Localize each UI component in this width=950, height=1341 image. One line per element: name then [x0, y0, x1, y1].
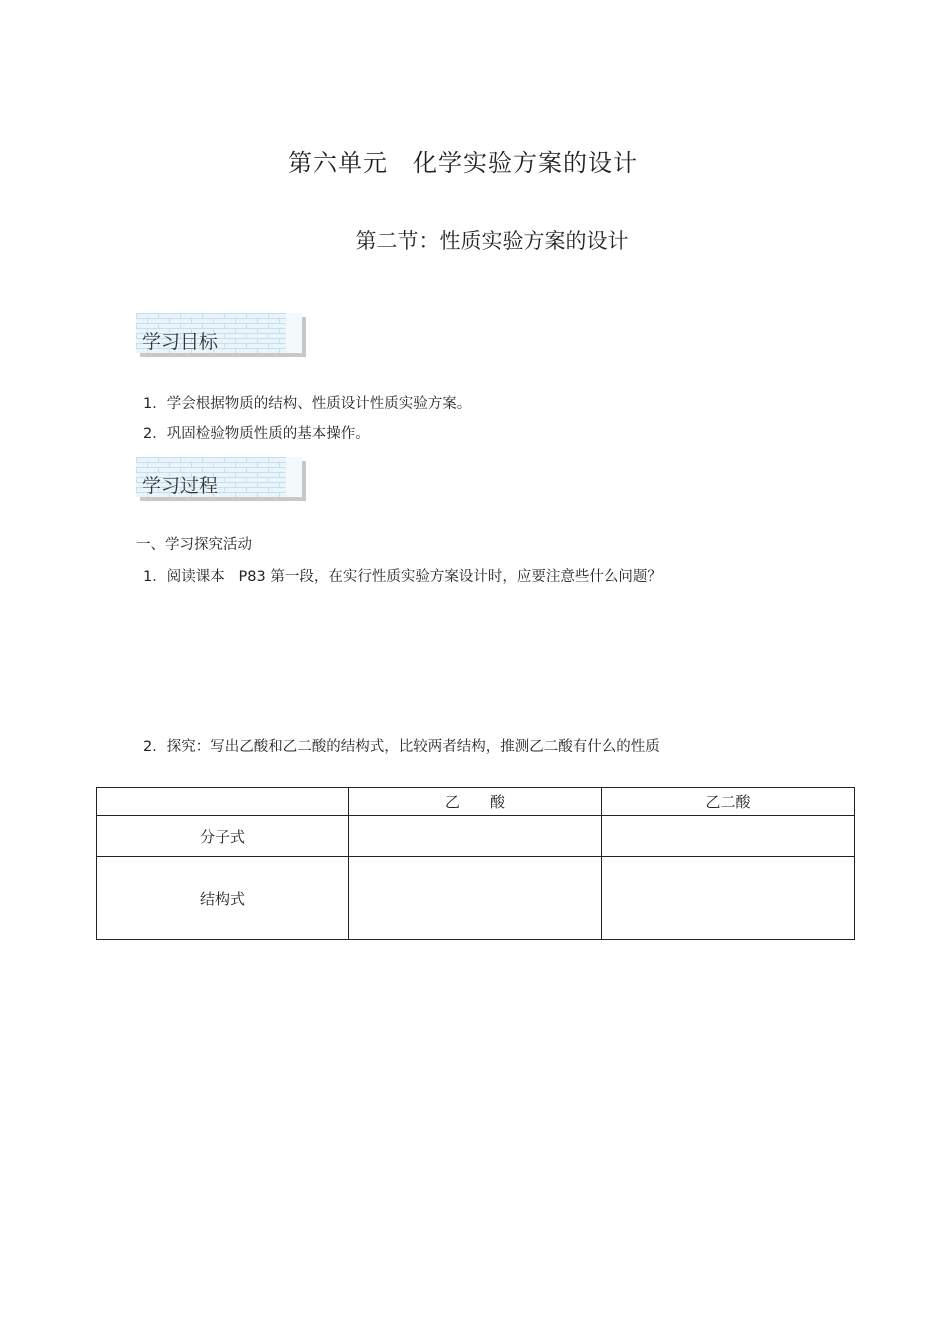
- row-label-structural-formula: 结构式: [97, 857, 349, 940]
- goal-item-1: 1．学会根据物质的结构、性质设计性质实验方案。: [143, 396, 472, 412]
- table-row: [97, 857, 855, 940]
- table-header-cell: [97, 788, 349, 816]
- page-subtitle: 第二节：性质实验方案的设计: [355, 229, 629, 253]
- comparison-table: [96, 787, 855, 940]
- answer-cell[interactable]: [602, 816, 855, 857]
- row-label-molecular-formula: 分子式: [97, 816, 349, 857]
- table-header-row: [97, 788, 855, 816]
- answer-cell[interactable]: [349, 816, 602, 857]
- answer-cell[interactable]: [349, 857, 602, 940]
- goal-item-2: 2．巩固检验物质性质的基本操作。: [143, 426, 370, 442]
- table-header-oxalic-acid: 乙二酸: [602, 788, 855, 816]
- activity-heading: 一、学习探究活动: [136, 537, 252, 553]
- question-2: 2．探究：写出乙酸和乙二酸的结构式，比较两者结构，推测乙二酸有什么的性质: [143, 739, 660, 755]
- table-header-acetic-acid: 乙 酸: [349, 788, 602, 816]
- section-banner-process: [136, 457, 306, 499]
- table-row: [97, 816, 855, 857]
- answer-cell[interactable]: [602, 857, 855, 940]
- question-1: 1．阅读课本 P83 第一段，在实行性质实验方案设计时，应要注意些什么问题？: [143, 569, 662, 585]
- section-banner-goals-label: 学习目标: [142, 331, 219, 353]
- section-banner-goals: [136, 313, 306, 355]
- section-banner-process-label: 学习过程: [142, 475, 219, 497]
- page-title: 第六单元 化学实验方案的设计: [288, 149, 638, 177]
